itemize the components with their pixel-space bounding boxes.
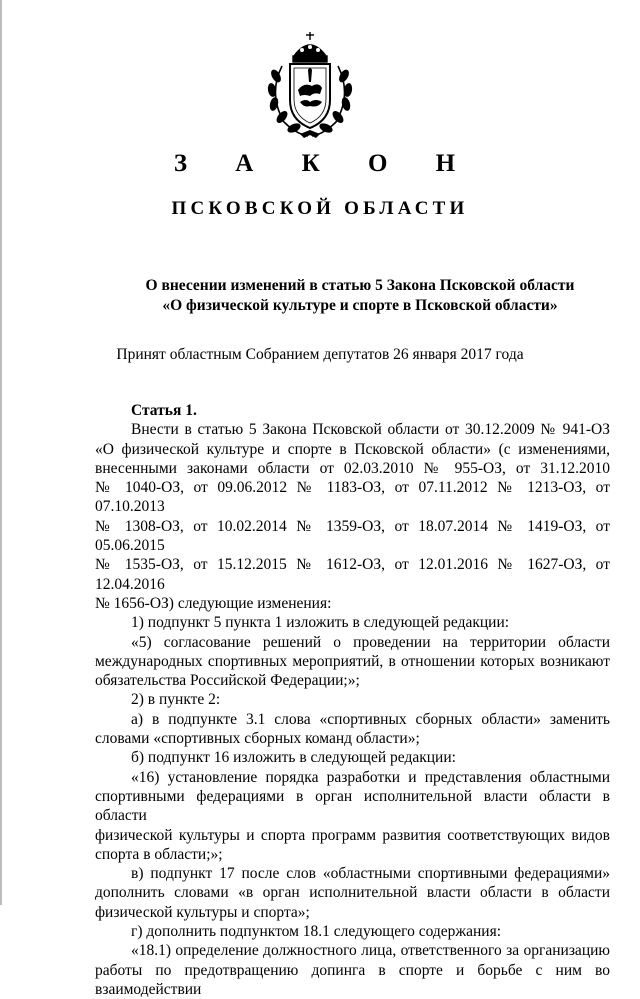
text-line: словами «спортивных сборных команд области»; — [95, 730, 420, 748]
heading-line: «О физической культуре и спорте в Псковской области» — [162, 297, 558, 314]
text-line: Внести в статью 5 Закона Псковской области от 30.12.2009 № 941-ОЗ — [131, 421, 610, 439]
heading-line: О внесении изменений в статью 5 Закона Псковской области — [145, 277, 575, 294]
text-line: дополнить словами «в орган исполнительной власти области в области — [95, 884, 610, 902]
article-body — [95, 401, 610, 999]
text-line: физической культуры и спорта»; — [95, 903, 310, 921]
text-line: 2) в пункте 2: — [131, 691, 221, 709]
text-line: б) подпункт 16 изложить в следующей редакции: — [131, 749, 456, 767]
text-line: физической культуры и спорта программ развития соответствующих видов — [95, 826, 610, 844]
text-line: 1) подпункт 5 пункта 1 изложить в следующей редакции: — [131, 614, 510, 632]
text-line: № 1656-ОЗ) следующие изменения: — [95, 594, 332, 612]
text-line: «16) установление порядка разработки и представления областными — [131, 768, 610, 786]
text-line: внесенными законами области от 02.03.2010 № 955-ОЗ, от 31.12.2010 — [95, 459, 610, 477]
text-line: а) в подпункте 3.1 слова «спортивных сборных области» заменить — [131, 710, 610, 728]
pskov-region-coat-of-arms-icon — [264, 30, 356, 142]
law-title: З А К О Н — [173, 150, 477, 177]
text-line: № 1040-ОЗ, от 09.06.2012 № 1183-ОЗ, от 07.11.2012 № 1213-ОЗ, от 07.10.2013 — [95, 479, 610, 516]
text-line: «О физической культуре и спорте в Псковской области» (с изменениями, — [95, 440, 610, 458]
article-label: Статья 1. — [131, 402, 197, 419]
text-line: № 1308-ОЗ, от 10.02.2014 № 1359-ОЗ, от 18.07.2014 № 1419-ОЗ, от 05.06.2015 — [95, 517, 610, 555]
law-region: ПСКОВСКОЙ ОБЛАСТИ — [171, 198, 469, 219]
text-line: в) подпункт 17 после слов «областными спортивными федерациями» — [131, 865, 610, 883]
document-heading — [100, 276, 620, 316]
text-line: обязательства Российской Федерации;»; — [95, 672, 360, 690]
text-line: «18.1) определение должностного лица, ответственного за организацию — [131, 942, 610, 960]
text-line: «5) согласование решений о проведении на территории области — [131, 633, 610, 651]
text-line: спорта в области;»; — [95, 845, 223, 863]
text-line: спортивными федерациями в орган исполнительной власти области в области — [95, 787, 610, 825]
text-line: г) дополнить подпунктом 18.1 следующего содержания: — [131, 923, 502, 941]
adoption-note: Принят областным Собранием депутатов 26 января 2017 года — [116, 346, 524, 363]
text-line: международных спортивных мероприятий, в отношении которых возникают — [95, 652, 610, 670]
text-line: № 1535-ОЗ, от 15.12.2015 № 1612-ОЗ, от 12.01.2016 № 1627-ОЗ, от 12.04.2016 — [95, 556, 610, 593]
text-line: работы по предотвращению допинга в спорте и борьбе с ним во взаимодействии — [95, 961, 610, 998]
